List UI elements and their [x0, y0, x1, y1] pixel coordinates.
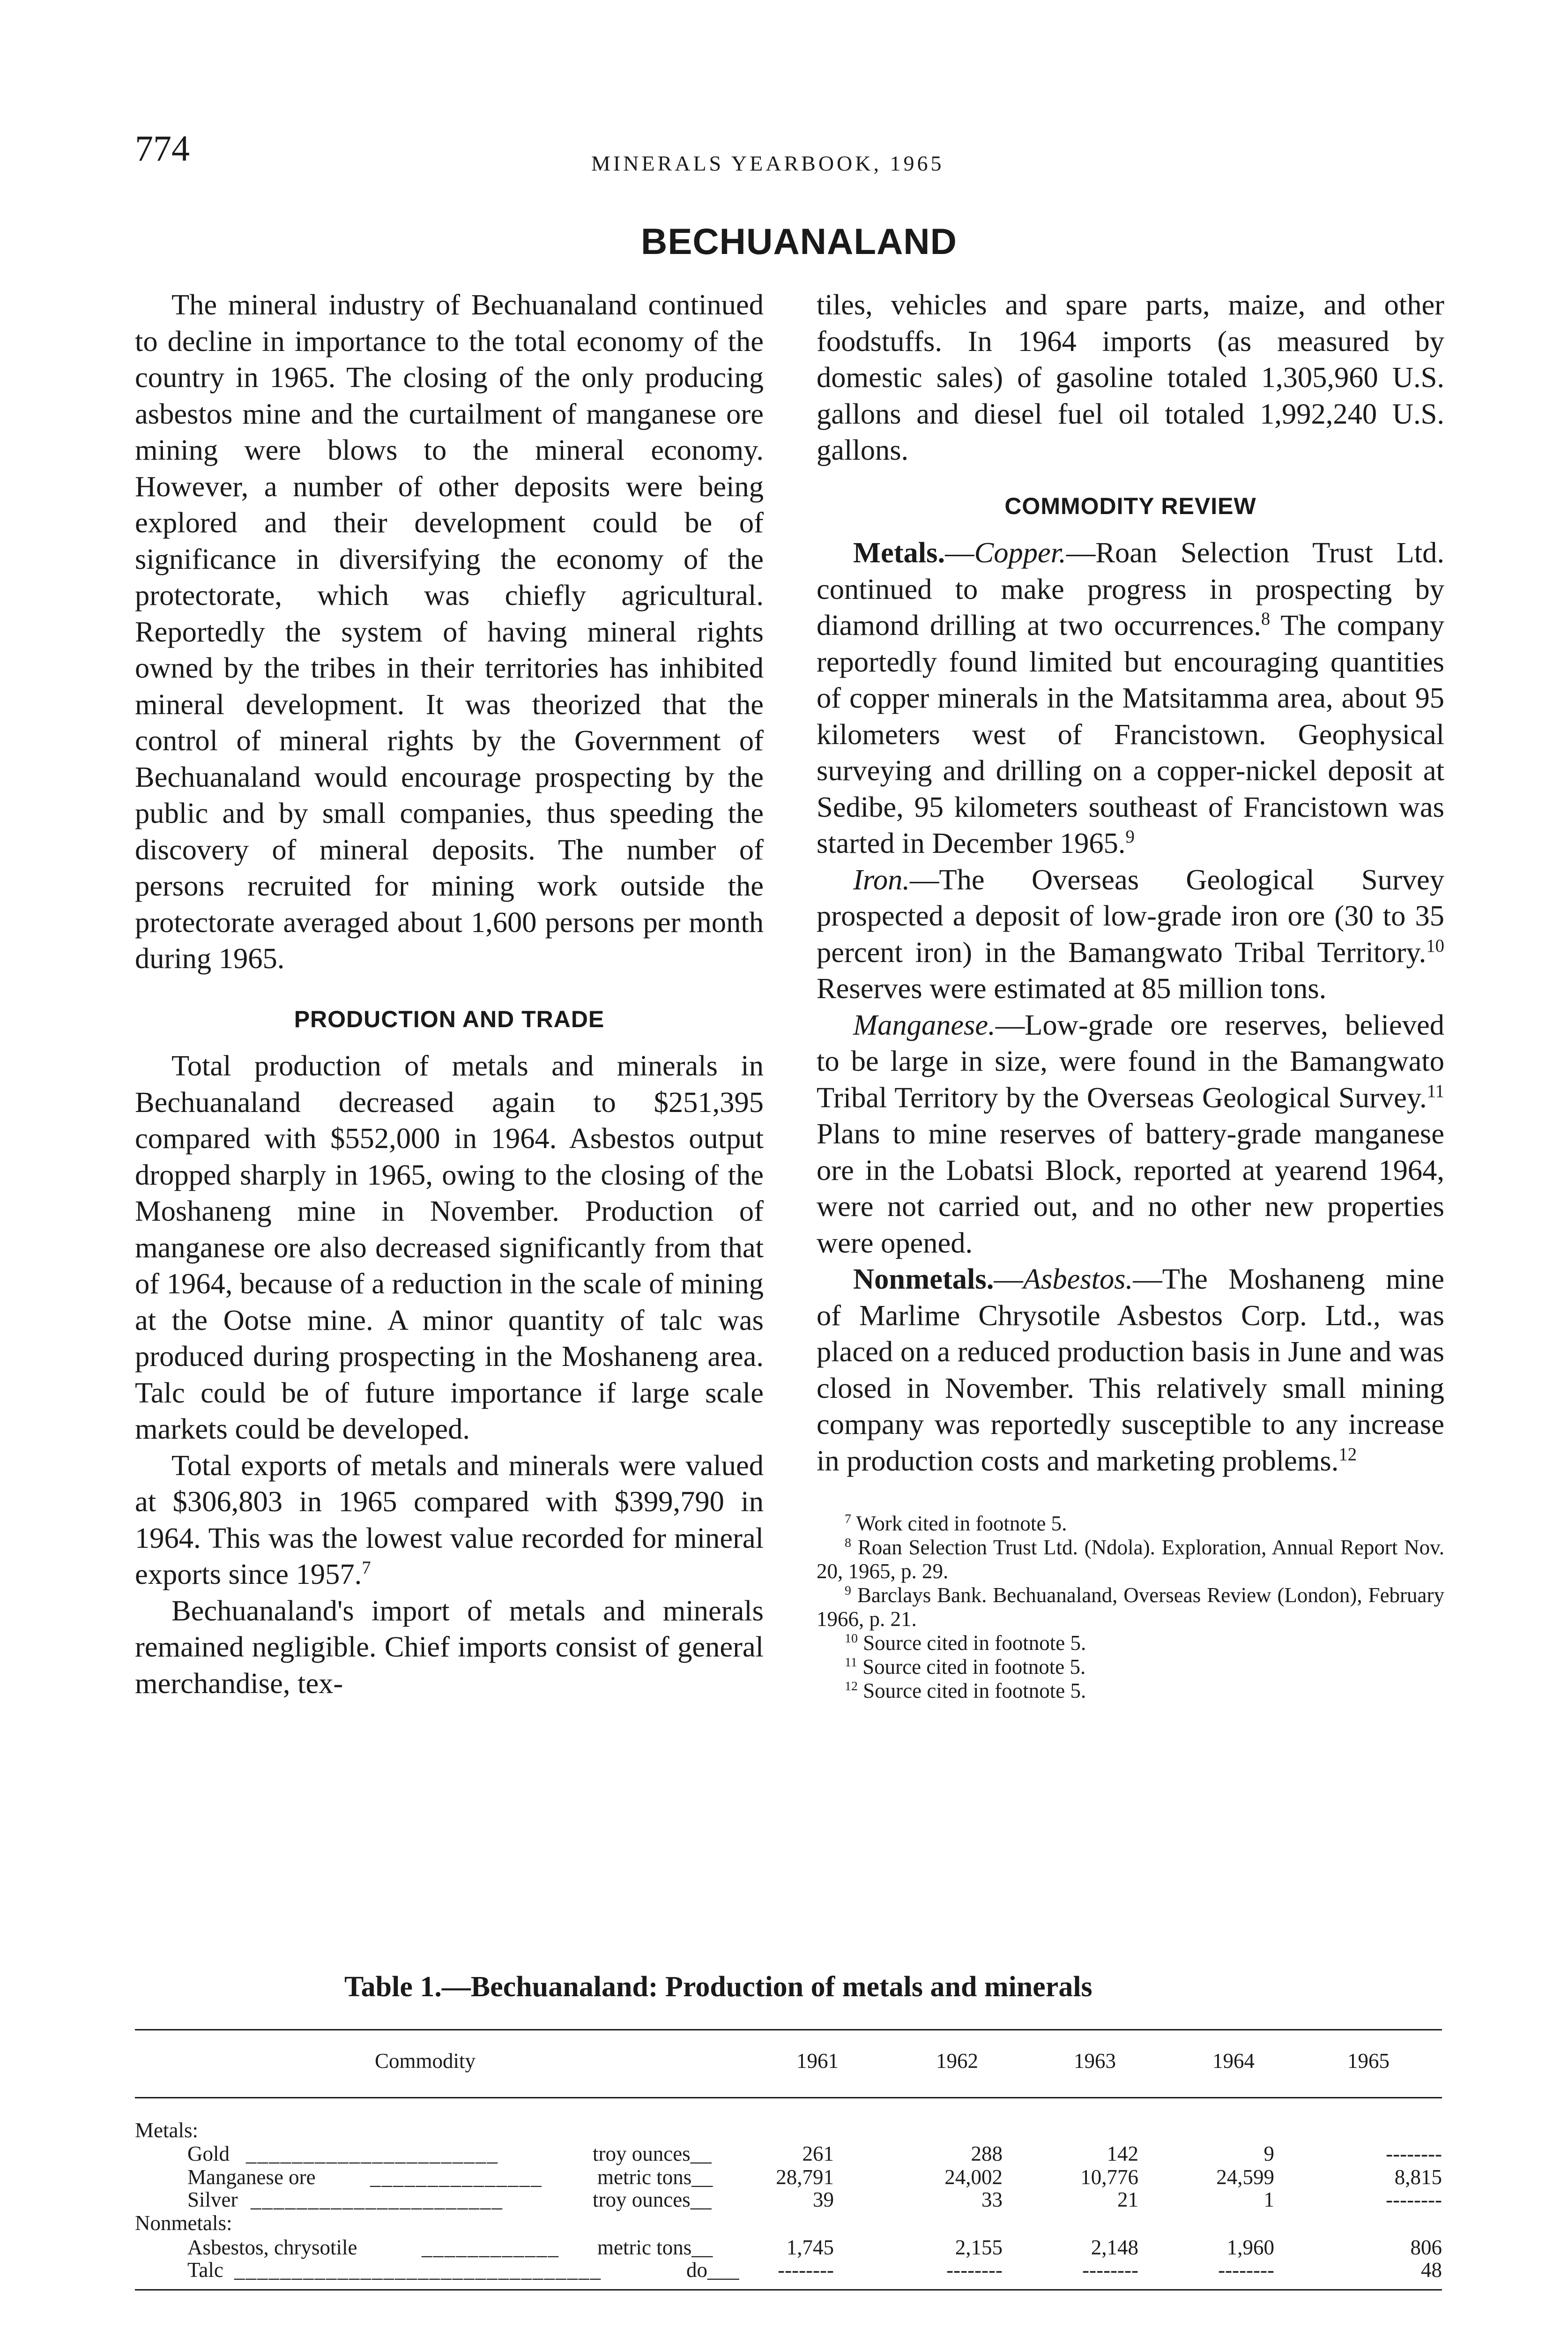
value-1962: 24,002 — [944, 2165, 1003, 2189]
unit-text: do — [686, 2258, 707, 2282]
group-label-nonmetals: Nonmetals: — [135, 2211, 232, 2235]
footnote-7 — [817, 1512, 1444, 1536]
leader-dots: ________________________________ — [234, 2258, 602, 2282]
manganese-text-a: Low-grade ore reserves, believed to be large in size, were found in the Bamangwato Tribal Territory by the Overseas Geological Survey. — [817, 1008, 1444, 1114]
value-1965: 806 — [1410, 2236, 1442, 2259]
value-1963: 142 — [1107, 2142, 1138, 2165]
column-header-1965: 1965 — [1347, 2049, 1390, 2073]
commodity-heading: COMMODITY REVIEW — [1004, 492, 1256, 519]
footnote-ref-11: 11 — [1427, 1081, 1444, 1101]
iron-text-a: The Overseas Geological Survey prospected a deposit of low-grade iron ore (30 to 35 percent iron) in the Bamangwato Tribal Territory. — [817, 863, 1444, 969]
unit-text: troy ounces — [593, 2142, 691, 2165]
footnote-ref-9: 9 — [1125, 827, 1135, 847]
manganese-text-b: Plans to mine reserves of battery-grade manganese ore in the Lobatsi Block, reported at yearend 1964, were not carried out, and no other new properties were opened. — [817, 1117, 1444, 1259]
copper-text-a: Roan Selection Trust Ltd. continued to make progress in prospecting by diamond drilling at two occurrences. — [817, 536, 1444, 642]
metals-run-in: Metals. — [853, 536, 945, 569]
value-1961: 28,791 — [776, 2165, 834, 2189]
footnote-ref-7: 7 — [362, 1558, 371, 1578]
column-header-1962: 1962 — [936, 2049, 978, 2073]
value-1964: 9 — [1263, 2142, 1274, 2165]
value-1961: -------- — [778, 2258, 834, 2282]
nonmetals-run-in: Nonmetals. — [853, 1262, 994, 1295]
value-1965: 8,815 — [1394, 2165, 1442, 2189]
right-column — [817, 287, 1444, 1703]
value-1961: 261 — [802, 2142, 834, 2165]
value-1964: 24,599 — [1216, 2165, 1274, 2189]
footnote-text: Source cited in footnote 5. — [863, 1679, 1086, 1702]
column-header-commodity: Commodity — [375, 2049, 476, 2073]
manganese-label: Manganese. — [853, 1008, 996, 1041]
value-1964: 1,960 — [1226, 2236, 1274, 2259]
value-1964: 1 — [1263, 2188, 1274, 2211]
value-1963: 21 — [1117, 2188, 1138, 2211]
copper-paragraph: Metals.—Copper.—Roan Selection Trust Ltd. continued to make progress in prospecting by diamond drilling at two occurrences.$^8$ The company reportedly found limited but encouraging quantities of copper minerals in the Matsitamma area, about 95 kilometers west of Francistown. Geophysical surveying and drilling on a copper-nickel deposit at Sedibe, 95 kilometers southeast of Francistown was started in December 1965.$^9$ — [817, 536, 1445, 859]
leader-dots: ______________________ — [246, 2142, 498, 2165]
leader-dots: ____________ — [422, 2236, 559, 2259]
table-top-rule — [135, 2029, 1442, 2030]
continuation-paragraph: tiles, vehicles and spare parts, maize, and other foodstuffs. In 1964 imports (as measured by domestic sales) of gasoline totaled 1,305,960 U.S. gallons and diesel fuel oil totaled 1,992,240 U.S. gallons. — [817, 288, 1444, 466]
value-1961: 39 — [813, 2188, 834, 2211]
footnote-text: Barclays Bank. Bechuanaland, Overseas Review (London), February 1966, p. 21. — [817, 1583, 1444, 1631]
row-unit: metric tons__ — [597, 2165, 713, 2189]
footnote-ref-12: 12 — [1338, 1444, 1357, 1464]
footnote-text: Source cited in footnote 5. — [863, 1631, 1086, 1655]
table-bottom-rule — [135, 2289, 1442, 2291]
production-paragraph-3: Bechuanaland's import of metals and minerals remained negligible. Chief imports consist of general merchandise, tex- — [135, 1594, 764, 1700]
row-commodity: Gold — [187, 2142, 230, 2165]
asbestos-text: The Moshaneng mine of Marlime Chrysotile Asbestos Corp. Ltd., was placed on a reduced production basis in June and was closed in November. This relatively small mining company was reportedly susceptible to any increase in production costs and marketing problems. — [817, 1262, 1444, 1477]
footnote-ref-10: 10 — [1426, 935, 1444, 956]
footnotes — [817, 1512, 1444, 1703]
value-1965: 48 — [1421, 2258, 1442, 2282]
production-paragraph-2 — [135, 1448, 764, 1593]
unit-text: metric tons — [597, 2236, 692, 2259]
row-commodity: Asbestos, chrysotile — [187, 2236, 357, 2259]
footnote-number: 12 — [845, 1679, 858, 1694]
manganese-paragraph: Manganese.—Low-grade ore reserves, believed to be large in size, were found in the Bamangwato Tribal Territory by the Overseas Geological Survey.$^{11}$ Plans to mine reserves of battery-grade manganese ore in the Lobatsi Block, reported at yearend 1964, were not carried out, and no other new properties were opened. — [817, 1008, 1444, 1259]
value-1962: 2,155 — [955, 2236, 1003, 2259]
row-commodity: Talc — [187, 2258, 223, 2282]
value-1962: -------- — [946, 2258, 1003, 2282]
copper-label: Copper. — [974, 536, 1066, 569]
iron-paragraph: Iron.—The Overseas Geological Survey prospected a deposit of low-grade iron ore (30 to 35 percent iron) in the Bamangwato Tribal Territory.$^{10}$ Reserves were estimated at 85 million tons. — [817, 863, 1444, 1005]
unit-text: metric tons — [597, 2165, 692, 2189]
footnote-11 — [817, 1655, 1444, 1679]
value-1964: -------- — [1218, 2258, 1274, 2282]
article-title: BECHUANALAND — [641, 221, 957, 262]
unit-text: troy ounces — [593, 2188, 691, 2211]
running-head: MINERALS YEARBOOK, 1965 — [591, 151, 944, 175]
production-heading: PRODUCTION AND TRADE — [294, 1006, 605, 1032]
row-commodity: Silver — [187, 2188, 238, 2211]
row-commodity: Manganese ore — [187, 2165, 316, 2189]
group-label-metals: Metals: — [135, 2119, 198, 2142]
footnote-number: 7 — [845, 1512, 851, 1526]
footnote-text: Roan Selection Trust Ltd. (Ndola). Exploration, Annual Report Nov. 20, 1965, p. 29. — [817, 1536, 1445, 1583]
footnote-text: Source cited in footnote 5. — [862, 1655, 1086, 1679]
footnote-text: Work cited in footnote 5. — [856, 1512, 1067, 1535]
row-unit: do___ — [686, 2258, 739, 2282]
footnote-number: 11 — [845, 1655, 857, 1670]
footnote-9 — [817, 1583, 1444, 1631]
copper-text-b: The company reportedly found limited but encouraging quantities of copper minerals in the Matsitamma area, about 95 kilometers west of Francistown. Geophysical surveying and drilling on a copper-nickel deposit at Sedibe, 95 kilometers southeast of Francistown was started in December 1965. — [817, 609, 1445, 859]
asbestos-paragraph: Nonmetals.—Asbestos.—The Moshaneng mine of Marlime Chrysotile Asbestos Corp. Ltd., was placed on a reduced production basis in June and was closed in November. This relatively small mining company was reportedly susceptible to any increase in production costs and marketing problems.$^{12}$ — [817, 1262, 1444, 1477]
leader-dots: ______________________ — [251, 2188, 503, 2211]
value-1962: 33 — [981, 2188, 1003, 2211]
footnote-10 — [817, 1631, 1444, 1655]
value-1965: -------- — [1386, 2142, 1442, 2165]
column-header-1964: 1964 — [1212, 2049, 1255, 2073]
iron-text-b: Reserves were estimated at 85 million tons. — [817, 972, 1327, 1005]
column-header-1961: 1961 — [796, 2049, 839, 2073]
value-1963: 10,776 — [1080, 2165, 1138, 2189]
table-header-rule — [135, 2097, 1442, 2098]
production-paragraph-2-text: Total exports of metals and minerals were valued at $306,803 in 1965 compared with $399,790 in 1964. This was the lowest value recorded for mineral exports since 1957. — [135, 1448, 764, 1590]
value-1965: -------- — [1386, 2188, 1442, 2211]
production-paragraph-1: Total production of metals and minerals in Bechuanaland decreased again to $251,395 compared with $552,000 in 1964. Asbestos output dropped sharply in 1965, owing to the closing of the Moshaneng mine in November. Production of manganese ore also decreased significantly from that of 1964, because of a reduction in the scale of mining at the Ootse mine. A minor quantity of talc was produced during prospecting in the Moshaneng area. Talc could be of future importance if large scale markets could be developed. — [135, 1049, 764, 1445]
asbestos-label: Asbestos. — [1023, 1262, 1133, 1295]
value-1961: 1,745 — [786, 2236, 834, 2259]
footnote-ref-8: 8 — [1261, 609, 1271, 629]
value-1963: 2,148 — [1091, 2236, 1138, 2259]
footnote-12 — [817, 1679, 1444, 1703]
row-unit: metric tons__ — [597, 2236, 713, 2259]
footnote-number: 10 — [845, 1631, 858, 1646]
value-1962: 288 — [971, 2142, 1003, 2165]
leader-dots: _______________ — [370, 2165, 542, 2189]
footnote-8 — [817, 1536, 1444, 1583]
iron-label: Iron. — [853, 863, 910, 896]
footnote-number: 8 — [845, 1536, 851, 1550]
column-header-1963: 1963 — [1074, 2049, 1116, 2073]
row-unit: troy ounces__ — [593, 2142, 712, 2165]
row-unit: troy ounces__ — [593, 2188, 712, 2211]
value-1963: -------- — [1082, 2258, 1138, 2282]
footnote-number: 9 — [845, 1583, 851, 1598]
left-column — [135, 287, 764, 1701]
table-title: Table 1.—Bechuanaland: Production of metals and minerals — [344, 1971, 1092, 2003]
intro-paragraph: The mineral industry of Bechuanaland continued to decline in importance to the total economy of the country in 1965. The closing of the only producing asbestos mine and the curtailment of manganese ore mining were blows to the mineral economy. However, a number of other deposits were being explored and their development could be of significance in diversifying the economy of the protectorate, which was chiefly agricultural. Reportedly the system of having mineral rights owned by the tribes in their territories has inhibited mineral development. It was theorized that the control of mineral rights by the Government of Bechuanaland would encourage prospecting by the public and by small companies, thus speeding the discovery of mineral deposits. The number of persons recruited for mining work outside the protectorate averaged about 1,600 persons per month during 1965. — [135, 288, 764, 975]
page-number: 774 — [135, 128, 190, 169]
